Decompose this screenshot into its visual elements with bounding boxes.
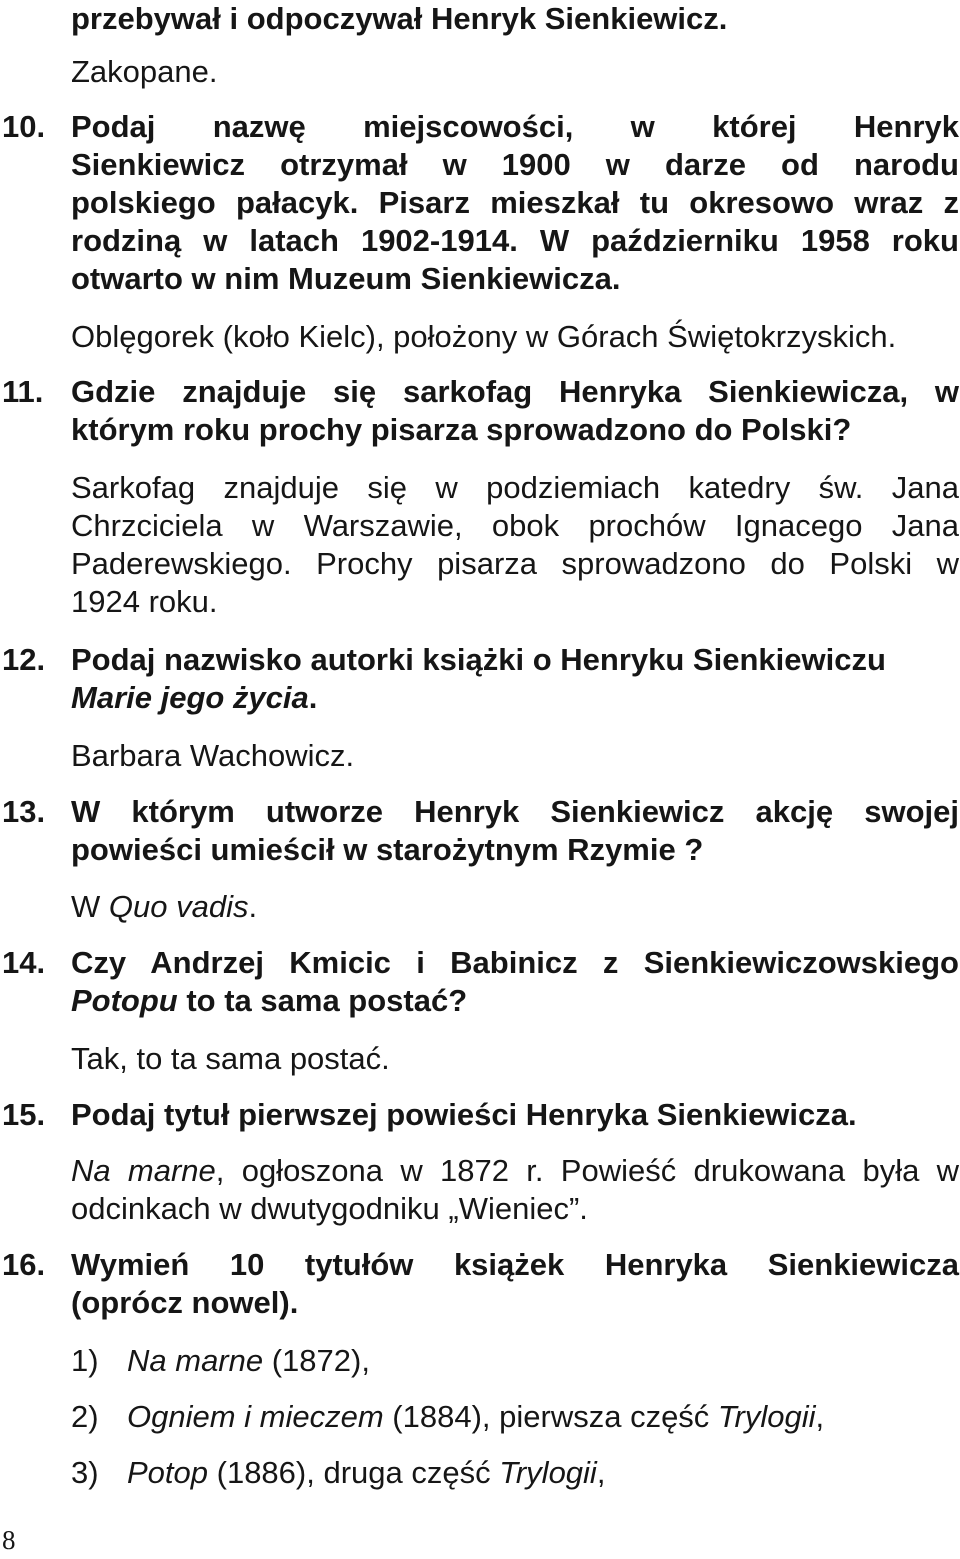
question-number-12: 12. [2, 642, 46, 677]
question-continuation: przebywał i odpoczywał Henryk Sienkiewicz. [71, 1, 728, 36]
answer-13-prefix: W [71, 889, 109, 924]
answer-11-line-1: Sarkofag znajduje się w podziemiach katedry św. Jana [71, 470, 959, 505]
book-title-potop: Potopu [71, 983, 178, 1018]
list-item-marker: 3) [71, 1455, 99, 1490]
list-item-text [127, 1342, 370, 1380]
question-12-period: . [308, 680, 318, 715]
answer-zakopane: Zakopane. [71, 54, 218, 89]
book-title: Ogniem i mieczem [127, 1399, 384, 1434]
answer-14: Tak, to ta sama postać. [71, 1041, 390, 1076]
answer-10: Oblęgorek (koło Kielc), położony w Górach Świętokrzyskich. [71, 319, 897, 354]
question-10-line-5: otwarto w nim Muzeum Sienkiewicza. [71, 261, 621, 296]
list-item-rest: (1872), [263, 1343, 370, 1378]
question-16-line-1: Wymień 10 tytułów książek Henryka Sienkiewicza [71, 1247, 959, 1282]
book-title-marie-jego-zycia: Marie jego życia [71, 680, 309, 715]
question-10-line-1: Podaj nazwę miejscowości, w której Henryk [71, 109, 959, 144]
answer-11-line-2: Chrzciciela w Warszawie, obok prochów Ignacego Jana [71, 508, 959, 543]
question-number-15: 15. [2, 1097, 46, 1132]
question-16-line-2: (oprócz nowel). [71, 1285, 299, 1320]
question-number-16: 16. [2, 1247, 46, 1282]
page-number: 8 [2, 1525, 16, 1555]
question-14-line-2-rest: to ta sama postać? [177, 983, 468, 1018]
question-14-line-2 [71, 982, 467, 1020]
question-13-line-2: powieści umieścił w starożytnym Rzymie ? [71, 832, 704, 867]
answer-13 [71, 888, 257, 926]
question-11-line-1: Gdzie znajduje się sarkofag Henryka Sienkiewicza, w [71, 374, 959, 409]
book-title: Potop [127, 1455, 209, 1490]
answer-13-period: . [248, 889, 258, 924]
list-item-rest: (1884), pierwsza część [383, 1399, 718, 1434]
list-item-end: , [596, 1455, 606, 1490]
list-item-rest: (1886), druga część [208, 1455, 500, 1490]
list-item-text [127, 1454, 605, 1492]
answer-11-line-4: 1924 roku. [71, 584, 218, 619]
list-item-marker: 1) [71, 1343, 99, 1378]
question-14-line-1: Czy Andrzej Kmicic i Babinicz z Sienkiewiczowskiego [71, 945, 959, 980]
answer-11-line-3: Paderewskiego. Prochy pisarza sprowadzono do Polski w [71, 546, 959, 581]
question-number-13: 13. [2, 794, 46, 829]
question-11-line-2: którym roku prochy pisarza sprowadzono do Polski? [71, 412, 852, 447]
book-title-trylogia: Trylogii [499, 1455, 597, 1490]
list-item [71, 1454, 99, 1492]
question-number-10: 10. [2, 109, 46, 144]
question-13-line-1: W którym utworze Henryk Sienkiewicz akcję swojej [71, 794, 959, 829]
question-10-line-2: Sienkiewicz otrzymał w 1900 w darze od narodu [71, 147, 959, 182]
answer-15-line-1-rest: , ogłoszona w 1872 r. Powieść drukowana była w [215, 1153, 960, 1188]
question-10-line-3: polskiego pałacyk. Pisarz mieszkał tu okresowo wraz z [71, 185, 959, 220]
question-number-11: 11. [2, 374, 44, 409]
list-item-end: , [815, 1399, 825, 1434]
book-title: Na marne [127, 1343, 264, 1378]
question-12-line-1: Podaj nazwisko autorki książki o Henryku Sienkiewiczu [71, 642, 886, 677]
answer-12: Barbara Wachowicz. [71, 738, 355, 773]
list-item-marker: 2) [71, 1399, 99, 1434]
list-item [71, 1398, 99, 1436]
question-10-line-4: rodziną w latach 1902-1914. W październiku 1958 roku [71, 223, 959, 258]
list-item [71, 1342, 99, 1380]
answer-15-line-2: odcinkach w dwutygodniku „Wieniec”. [71, 1191, 588, 1226]
book-title-quo-vadis: Quo vadis [108, 889, 249, 924]
book-title-trylogia: Trylogii [717, 1399, 816, 1434]
list-item-text [127, 1398, 824, 1436]
answer-15-line-1 [71, 1152, 959, 1190]
question-number-14: 14. [2, 945, 46, 980]
book-title-na-marne: Na marne [71, 1153, 216, 1188]
question-15-text: Podaj tytuł pierwszej powieści Henryka Sienkiewicza. [71, 1097, 857, 1132]
question-12-line-2 [71, 679, 317, 717]
